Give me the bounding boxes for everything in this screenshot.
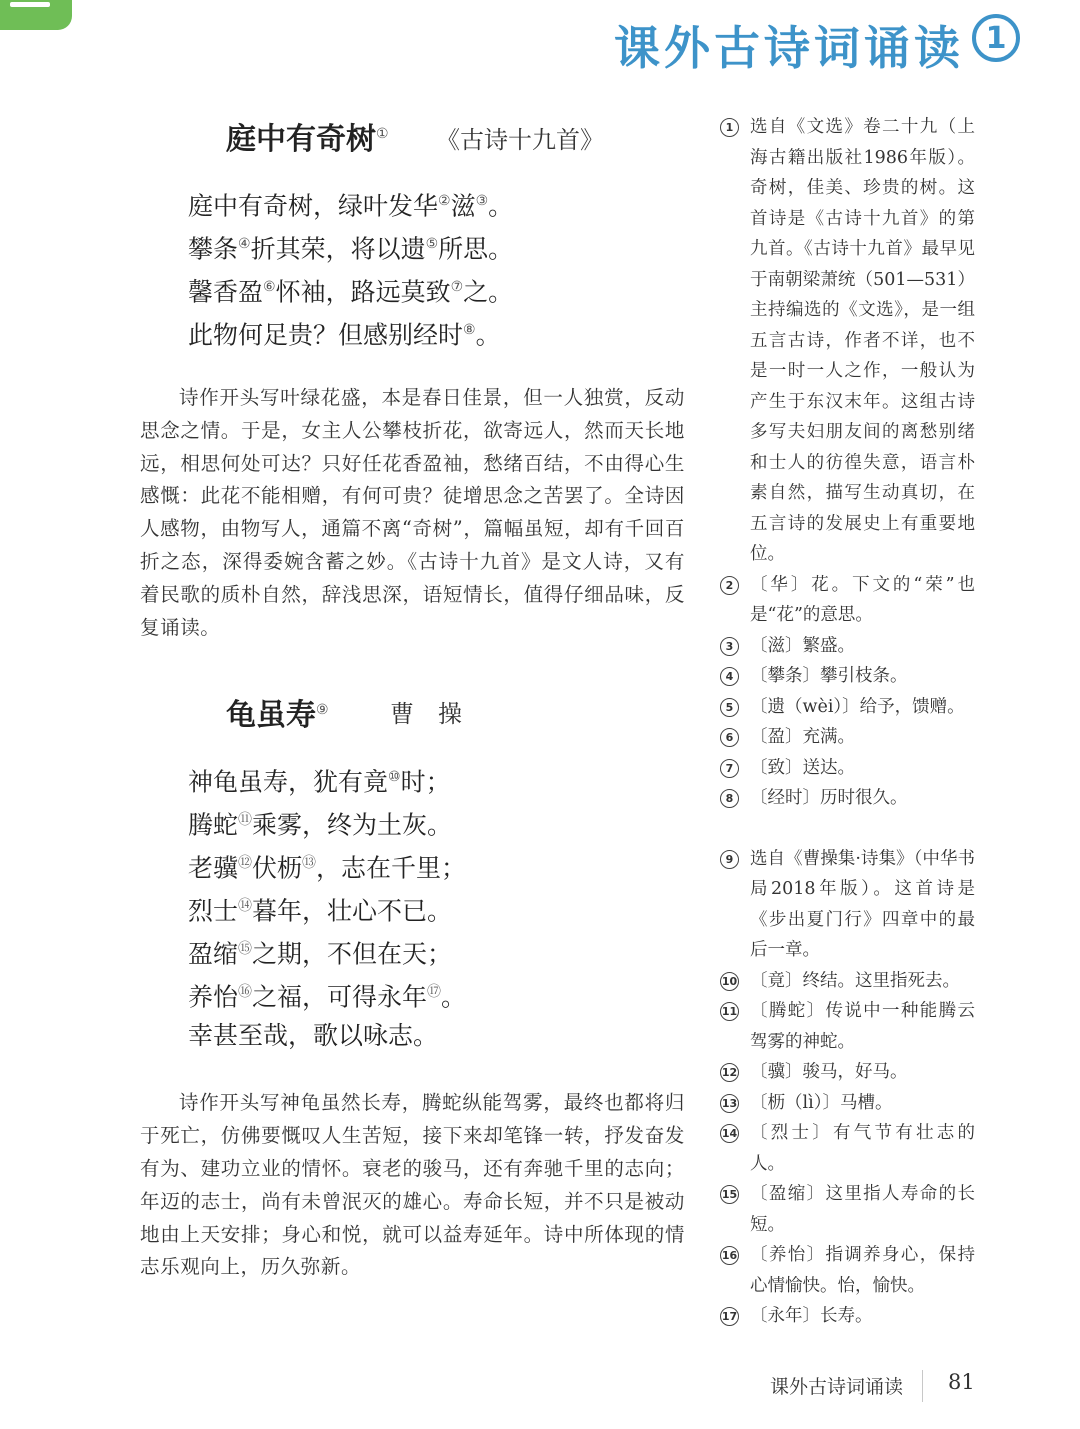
poem-line: 幸甚至哉，歌以咏志。 xyxy=(188,1021,439,1051)
footnote-number: 5 xyxy=(720,698,739,717)
footnote-number: 4 xyxy=(720,667,739,686)
footnote-text: 〔腾蛇〕传说中一种能腾云驾雾的神蛇。 xyxy=(750,1001,975,1052)
footnote-item xyxy=(720,1088,975,1119)
footnote-item xyxy=(720,661,975,692)
poem-line: 养怡⑯之福，可得永年⑰。 xyxy=(188,982,467,1012)
poem-1 xyxy=(140,108,685,644)
footnotes xyxy=(720,112,975,1332)
footnote-item xyxy=(720,996,975,1057)
poem-line: 盈缩⑮之期，不但在天； xyxy=(188,939,453,969)
footnote-item xyxy=(720,844,975,966)
footnote-text: 〔永年〕长寿。 xyxy=(750,1306,873,1326)
footnote-text: 〔经时〕历时很久。 xyxy=(750,788,908,808)
footnote-number: 17 xyxy=(720,1307,739,1326)
unit-badge: 1 xyxy=(972,14,1020,62)
footnote-text: 〔骥〕骏马，好马。 xyxy=(750,1062,908,1082)
footer-divider xyxy=(922,1370,923,1402)
footnote-item xyxy=(720,1179,975,1240)
footer-section-label: 课外古诗词诵读 xyxy=(770,1376,904,1398)
poem-commentary: 诗作开头写叶绿花盛，本是春日佳景，但一人独赏，反动思念之情。于是，女主人公攀枝折花，欲寄远人，然而天长地远，相思何处可达？只好任花香盈袖，愁绪百结，不由得心生感慨：此花不能相赠，有何可贵？徒增思念之苦罢了。全诗因人感物，由物写人，通篇不离“奇树”，篇幅虽短，却有千回百折之态，深得委婉含蓄之妙。《古诗十九首》是文人诗，又有着民歌的质朴自然，辞浅思深，语短情长，值得仔细品味，反复诵读。 xyxy=(140,386,685,639)
footnote-number: 12 xyxy=(720,1063,739,1082)
poem-line: 老骥⑫伏枥⑬，志在千里； xyxy=(188,853,467,883)
footnote-number: 14 xyxy=(720,1124,739,1143)
footnote-item xyxy=(720,1118,975,1179)
section-tab-marker xyxy=(0,0,72,30)
footnote-number: 10 xyxy=(720,972,739,991)
poem-author: 《古诗十九首》 xyxy=(436,126,604,154)
footnote-item xyxy=(720,692,975,723)
poem-line: 神龟虽寿，犹有竟⑩时； xyxy=(188,767,451,797)
footnote-text: 〔攀条〕攀引枝条。 xyxy=(750,666,908,686)
main-column xyxy=(140,108,685,1304)
footnote-number: 1 xyxy=(720,118,739,137)
footnote-item xyxy=(720,753,975,784)
poem-commentary: 诗作开头写神龟虽然长寿，腾蛇纵能驾雾，最终也都将归于死亡，仿佛要慨叹人生苦短，接下来却笔锋一转，抒发奋发有为、建功立业的情怀。衰老的骏马，还有奔驰千里的志向；年迈的志士，尚有未曾泯灭的雄心。寿命长短，并不只是被动地由上天安排；身心和悦，就可以益寿延年。诗中所体现的情志乐观向上，历久弥新。 xyxy=(140,1091,685,1279)
footnote-item xyxy=(720,966,975,997)
poem-body xyxy=(188,180,685,352)
footnote-item xyxy=(720,1240,975,1301)
footnote-number: 7 xyxy=(720,759,739,778)
footnote-item xyxy=(720,783,975,814)
footnote-text: 〔致〕送达。 xyxy=(750,757,855,778)
footnote-number: 8 xyxy=(720,789,739,808)
footnote-text: 〔养怡〕指调养身心，保持心情愉快。怡，愉快。 xyxy=(750,1245,975,1296)
footnote-number: 6 xyxy=(720,728,739,747)
poem-line: 馨香盈⑥怀袖，路远莫致⑦之。 xyxy=(188,277,514,307)
footnote-number: 2 xyxy=(720,576,739,595)
footnote-item xyxy=(720,631,975,662)
footnote-number: 11 xyxy=(720,1002,739,1021)
footnote-text: 〔盈缩〕这里指人寿命的长短。 xyxy=(750,1184,975,1235)
footnote-number: 15 xyxy=(720,1185,739,1204)
footnote-item xyxy=(720,1301,975,1332)
poem-body xyxy=(188,756,685,1057)
page-number: 81 xyxy=(948,1370,975,1394)
note-gap xyxy=(720,814,975,844)
footnote-text: 〔竟〕终结。这里指死去。 xyxy=(750,970,960,991)
poem-line: 庭中有奇树，绿叶发华②滋③。 xyxy=(188,191,514,221)
poem-line: 腾蛇⑪乘雾，终为土灰。 xyxy=(188,810,453,840)
footnote-item xyxy=(720,1057,975,1088)
footnote-item xyxy=(720,570,975,631)
footnote-text: 〔滋〕繁盛。 xyxy=(750,635,855,656)
poem-line: 烈士⑭暮年，壮心不已。 xyxy=(188,896,453,926)
footnote-text: 〔盈〕充满。 xyxy=(750,727,855,747)
footnote-item xyxy=(720,722,975,753)
footnote-number: 3 xyxy=(720,637,739,656)
footnote-number: 9 xyxy=(720,850,739,869)
poem-title: 龟虽寿⑨ xyxy=(226,698,329,734)
footnote-text: 〔枥（lì）〕马槽。 xyxy=(750,1092,893,1113)
footnote-text: 〔烈士〕有气节有壮志的人。 xyxy=(750,1123,975,1174)
footnote-item xyxy=(720,112,975,570)
footnote-text: 选自《曹操集·诗集》（中华书局2018年版）。这首诗是《步出夏门行》四章中的最后一章。 xyxy=(750,848,975,960)
poem-line: 攀条④折其荣，将以遗⑤所思。 xyxy=(188,234,514,264)
page-header-title: 课外古诗词诵读 xyxy=(614,21,964,75)
footnote-text: 〔遗（wèi）〕给予，馈赠。 xyxy=(750,696,965,717)
poem-author: 曹 操 xyxy=(390,700,462,729)
footnote-text: 选自《文选》卷二十九（上海古籍出版社1986年版）。奇树，佳美、珍贵的树。这首诗是《古诗十九首》的第九首。《古诗十九首》最早见于南朝梁萧统（501—531）主持编选的《文选》，是一组五言古诗，作者不详，也不是一时一人之作，一般认为产生于东汉末年。这组古诗多写夫妇朋友间的离愁别绪和士人的彷徨失意，语言朴素自然，描写生动真切，在五言诗的发展史上有重要地位。 xyxy=(750,117,975,564)
poem-title: 庭中有奇树① xyxy=(226,122,389,157)
poem-2 xyxy=(140,684,685,1284)
footnote-number: 13 xyxy=(720,1094,739,1113)
footnote-text: 〔华〕花。下文的“荣”也是“花”的意思。 xyxy=(750,574,975,625)
poem-line: 此物何足贵？但感别经时⑧。 xyxy=(188,320,501,350)
footnote-number: 16 xyxy=(720,1246,739,1265)
